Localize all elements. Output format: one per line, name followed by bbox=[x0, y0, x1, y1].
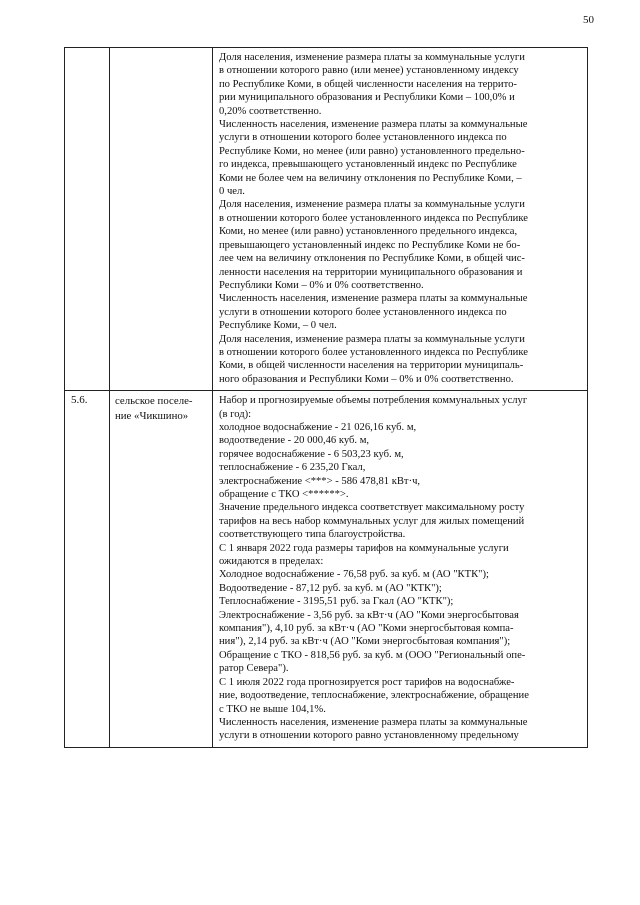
text-line: теплоснабжение - 6 235,20 Гкал, bbox=[219, 462, 366, 474]
municipality-name-line: ние «Чикшино» bbox=[115, 409, 189, 422]
text-line: электроснабжение <***> - 586 478,81 кВт·ч, bbox=[219, 475, 421, 487]
text-line: Доля населения, изменение размера платы за коммунальные услуги bbox=[219, 333, 525, 345]
paragraph bbox=[219, 501, 583, 541]
paragraph bbox=[219, 292, 583, 332]
text-line: Набор и прогнозируемые объемы потребления коммунальных услуг bbox=[219, 395, 528, 407]
text-line: Теплоснабжение - 3195,51 руб. за Гкал (АО "КТК"); bbox=[219, 596, 454, 608]
text-line: Доля населения, изменение размера платы за коммунальные услуги bbox=[219, 199, 525, 211]
text-line: 0,20% соответственно. bbox=[219, 105, 322, 117]
paragraph bbox=[219, 118, 583, 198]
text-line: Республики Коми – 0% и 0% соответственно. bbox=[219, 279, 424, 291]
row-number-cell bbox=[65, 48, 110, 391]
text-line: С 1 января 2022 года размеры тарифов на коммунальные услуги bbox=[219, 542, 509, 554]
text-line: ния"), 2,14 руб. за кВт·ч (АО "Коми энергосбытовая компания"); bbox=[219, 636, 511, 648]
text-line: превышающего установленный индекс по Республике Коми не бо- bbox=[219, 239, 521, 251]
text-line: компания"), 4,10 руб. за кВт·ч (АО "Коми энергосбытовая компа- bbox=[219, 623, 514, 635]
paragraph bbox=[219, 542, 583, 676]
text-line: в отношении которого равно (или менее) установленному индексу bbox=[219, 65, 519, 77]
text-line: Численность населения, изменение размера платы за коммунальные bbox=[219, 716, 528, 728]
paragraph bbox=[219, 51, 583, 118]
text-line: Республике Коми, но менее (или равно) установленного предельно- bbox=[219, 145, 525, 157]
text-line: Коми не более чем на величину отклонения по Республике Коми, – bbox=[219, 172, 522, 184]
text-line: услуги в отношении которого равно установленному предельному bbox=[219, 730, 519, 742]
text-line: Холодное водоснабжение - 76,58 руб. за куб. м (АО "КТК"); bbox=[219, 569, 489, 581]
text-line: Доля населения, изменение размера платы за коммунальные услуги bbox=[219, 52, 525, 63]
tariff-table bbox=[64, 47, 588, 748]
paragraph bbox=[219, 333, 583, 387]
text-line: в отношении которого более установленного индекса по Республике bbox=[219, 346, 528, 358]
description-cell bbox=[213, 48, 588, 391]
text-line: С 1 июля 2022 года прогнозируется рост тарифов на водоснабже- bbox=[219, 676, 515, 688]
text-line: тарифов на весь набор коммунальных услуг для жилых помещений bbox=[219, 515, 525, 527]
municipality-name-cell bbox=[110, 391, 213, 748]
page-number: 50 bbox=[583, 14, 594, 26]
municipality-name-cell bbox=[110, 48, 213, 391]
text-line: горячее водоснабжение - 6 503,23 куб. м, bbox=[219, 448, 404, 460]
table-row bbox=[65, 391, 588, 748]
text-line: ожидаются в пределах: bbox=[219, 556, 324, 568]
text-line: соответствующего типа благоустройства. bbox=[219, 529, 406, 541]
row-number-cell: 5.6. bbox=[65, 391, 110, 748]
text-line: Водоотведение - 87,12 руб. за куб. м (АО "КТК"); bbox=[219, 582, 442, 594]
text-line: услуги в отношении которого более установленного индекса по bbox=[219, 306, 507, 318]
table-row bbox=[65, 48, 588, 391]
text-line: ного образования и Республики Коми – 0% и 0% соответственно. bbox=[219, 373, 514, 385]
text-line: Численность населения, изменение размера платы за коммунальные bbox=[219, 293, 528, 305]
text-line: лее чем на величину отклонения по Республике Коми, в общей чис- bbox=[219, 253, 525, 265]
text-line: Республике Коми, – 0 чел. bbox=[219, 320, 337, 332]
table-body bbox=[65, 48, 588, 748]
text-line: Коми, но менее (или равно) установленного предельного индекса, bbox=[219, 226, 518, 238]
text-line: Обращение с ТКО - 818,56 руб. за куб. м (ООО "Региональный опе- bbox=[219, 649, 526, 661]
text-line: в отношении которого более установленного индекса по Республике bbox=[219, 212, 528, 224]
text-line: обращение с ТКО <******>. bbox=[219, 489, 349, 500]
text-line: (в год): bbox=[219, 408, 252, 420]
text-line: Электроснабжение - 3,56 руб. за кВт·ч (АО "Коми энергосбытовая bbox=[219, 609, 519, 621]
description-cell bbox=[213, 391, 588, 748]
text-line: го индекса, превышающего установленный индекс по Республике bbox=[219, 159, 517, 171]
text-line: ние, водоотведение, теплоснабжение, электроснабжение, обращение bbox=[219, 690, 529, 702]
municipality-name-line: сельское поселе- bbox=[115, 395, 193, 408]
paragraph bbox=[219, 676, 583, 716]
paragraph bbox=[219, 716, 583, 743]
paragraph bbox=[219, 198, 583, 292]
text-line: Коми, в общей численности населения на территории муниципаль- bbox=[219, 360, 524, 372]
text-line: ратор Севера"). bbox=[219, 663, 289, 675]
text-line: ленности населения на территории муниципального образования и bbox=[219, 266, 523, 278]
paragraph bbox=[219, 394, 583, 501]
text-line: по Республике Коми, в общей численности населения на террито- bbox=[219, 78, 517, 90]
text-line: рии муниципального образования и Республики Коми – 100,0% и bbox=[219, 92, 515, 104]
text-line: с ТКО не выше 104,1%. bbox=[219, 703, 326, 715]
text-line: холодное водоснабжение - 21 026,16 куб. м, bbox=[219, 421, 417, 433]
text-line: водоотведение - 20 000,46 куб. м, bbox=[219, 435, 370, 447]
text-line: Значение предельного индекса соответствует максимальному росту bbox=[219, 502, 525, 514]
text-line: услуги в отношении которого более установленного индекса по bbox=[219, 132, 507, 144]
text-line: Численность населения, изменение размера платы за коммунальные bbox=[219, 119, 528, 131]
text-line: 0 чел. bbox=[219, 186, 245, 198]
